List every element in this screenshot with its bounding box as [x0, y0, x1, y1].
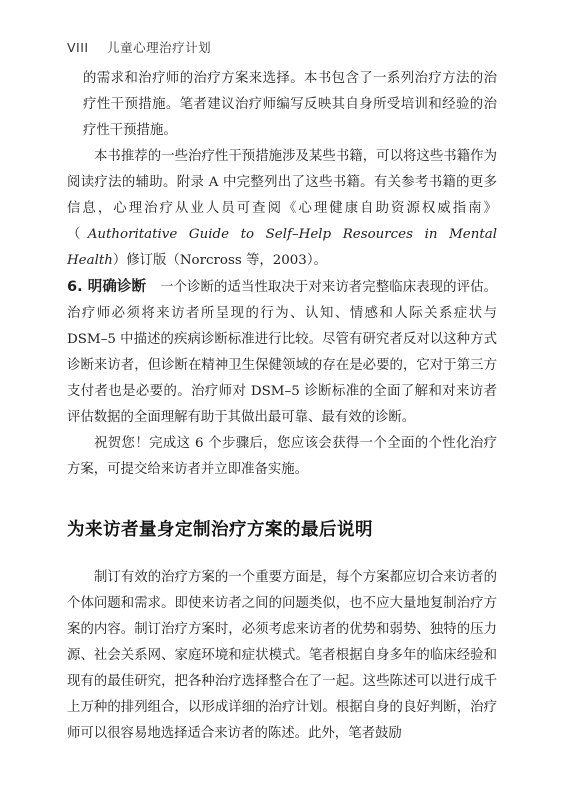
paragraph-text: 本书推荐的一些治疗性干预措施涉及某些书籍，可以将这些书籍作为阅读疗法的辅助。附录 A 中完整列出了这些书籍。有关参考书籍的更多信息，心理治疗从业人员可查阅《心理健康自助资源权威指南》（ — [67, 149, 497, 242]
step-body: 一个诊断的适当性取决于对来访者完整临床表现的评估。治疗师必须将来访者所呈现的行为、认知、情感和人际关系症状与 DSM–5 中描述的疾病诊断标准进行比较。尽管有研究者反对以这种方式诊断来访者，但诊断在精神卫生保健领域的存在是必要的，它对于第三方支付者也是必要的。治疗师对 DSM–5 诊断标准的全面了解和对来访者评估数据的全面理解有助于其做出最可靠、最有效的诊断。 — [67, 280, 497, 425]
page-number: VIII — [67, 40, 89, 55]
step-heading: 6. 明确诊断 — [67, 279, 147, 295]
section-title: 为来访者量身定制治疗方案的最后说明 — [67, 520, 373, 540]
paragraph-text: ）修订版（Norcross 等，2003）。 — [112, 253, 327, 268]
running-header — [67, 38, 211, 56]
page-body — [67, 66, 497, 747]
english-book-title: Authoritative Guide to Self–Help Resources in Mental Health — [67, 227, 497, 268]
section-paragraph: 制订有效的治疗方案的一个重要方面是，每个方案都应切合来访者的个体问题和需求。即使来访者之间的问题类似，也不应大量地复制治疗方案的内容。制订治疗方案时，必须考虑来访者的优势和弱势、独特的压力源、社会关系网、家庭环境和症状模式。笔者根据自身多年的临床经验和现有的最佳研究，把各种治疗选择整合在了一起。这些陈述可以进行成千上万种的排列组合，以形成详细的治疗计划。根据自身的良好判断，治疗师可以很容易地选择适合来访者的陈述。此外，笔者鼓励 — [67, 570, 497, 741]
paragraph-continued: 的需求和治疗师的治疗方案来选择。本书包含了一系列治疗方法的治疗性干预措施。笔者建议治疗师编写反映其自身所受培训和经验的治疗性干预措施。 — [83, 71, 497, 138]
step-6 — [67, 274, 497, 431]
paragraph-bibliotherapy — [67, 144, 497, 274]
book-title: 儿童心理治疗计划 — [107, 40, 212, 55]
paragraph-congratulations: 祝贺您！完成这 6 个步骤后，您应该会获得一个全面的个性化治疗方案，可提交给来访者并立即准备实施。 — [67, 436, 497, 477]
